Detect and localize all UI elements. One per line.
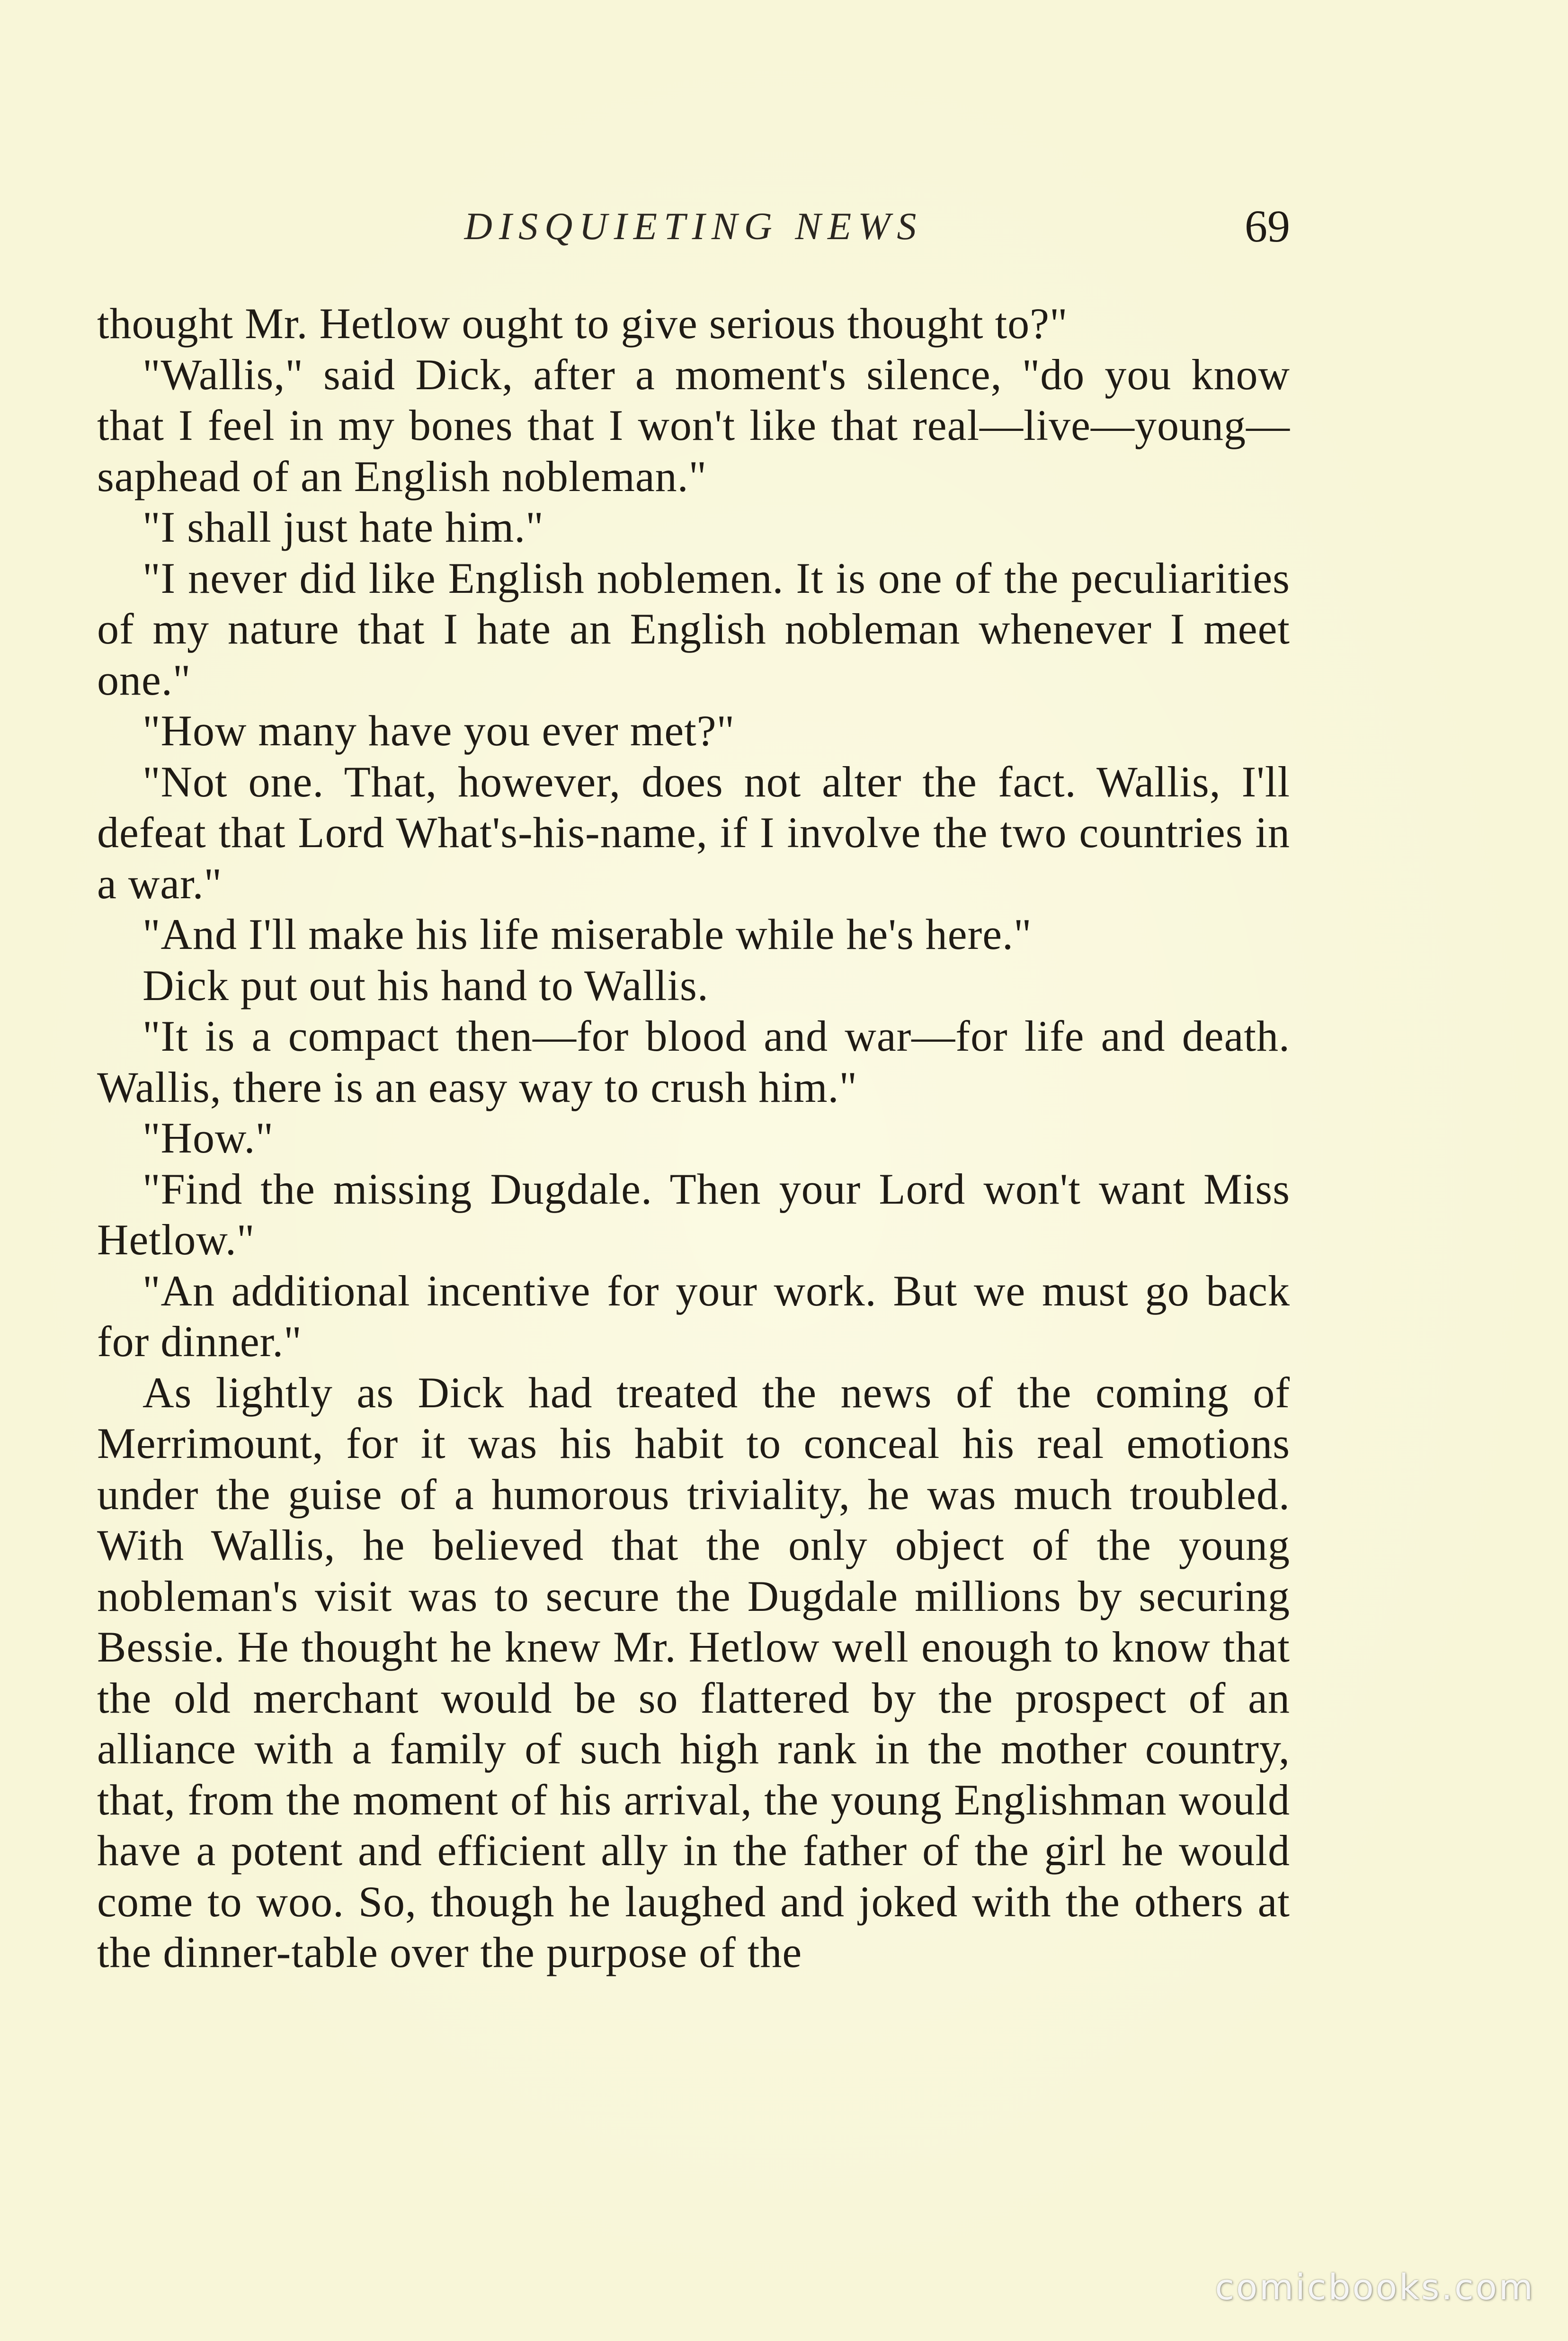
running-title: DISQUIETING NEWS	[464, 205, 923, 248]
paragraph: "And I'll make his life miserable while he's here."	[143, 910, 1032, 958]
paragraph: "Wallis," said Dick, after a moment's silence, "do you know that I feel in my bones that I won't like that real—live—young—saphead of an English nobleman."	[97, 350, 1290, 500]
paragraph: "Not one. That, however, does not alter the fact. Wallis, I'll defeat that Lord What's-his-name, if I involve the two countries in a war."	[97, 757, 1290, 908]
paragraph: "An additional incentive for your work. But we must go back for dinner."	[97, 1266, 1290, 1366]
paragraph: thought Mr. Hetlow ought to give serious thought to?"	[97, 299, 1068, 348]
running-head	[97, 198, 1290, 255]
paragraph: Dick put out his hand to Wallis.	[143, 961, 709, 1010]
paragraph: "I never did like English noblemen. It is one of the peculiarities of my nature that I hate an English nobleman whenever I meet one."	[97, 554, 1290, 704]
body-text	[97, 298, 1290, 1978]
watermark: comicbooks.com	[1215, 2267, 1535, 2308]
page-number: 69	[1245, 201, 1290, 251]
paragraph: "Find the missing Dugdale. Then your Lord won't want Miss Hetlow."	[97, 1164, 1290, 1264]
paragraph: "How."	[143, 1114, 274, 1162]
paragraph: "It is a compact then—for blood and war—for life and death. Wallis, there is an easy way to crush him."	[97, 1012, 1290, 1111]
paragraph: As lightly as Dick had treated the news of the coming of Merrimount, for it was his habit to conceal his real emotions under the guise of a humorous triviality, he was much troubled. With Wallis, he believed that the only object of the young nobleman's visit was to secure the Dugdale millions by securing Bessie. He thought he knew Mr. Hetlow well enough to know that the old merchant would be so flattered by the prospect of an alliance with a family of such high rank in the mother country, that, from the moment of his arrival, the young Englishman would have a potent and efficient ally in the father of the girl he would come to woo. So, though he laughed and joked with the others at the dinner-table over the purpose of the	[97, 1368, 1290, 1976]
paragraph: "How many have you ever met?"	[143, 706, 735, 755]
paragraph: "I shall just hate him."	[143, 503, 544, 551]
